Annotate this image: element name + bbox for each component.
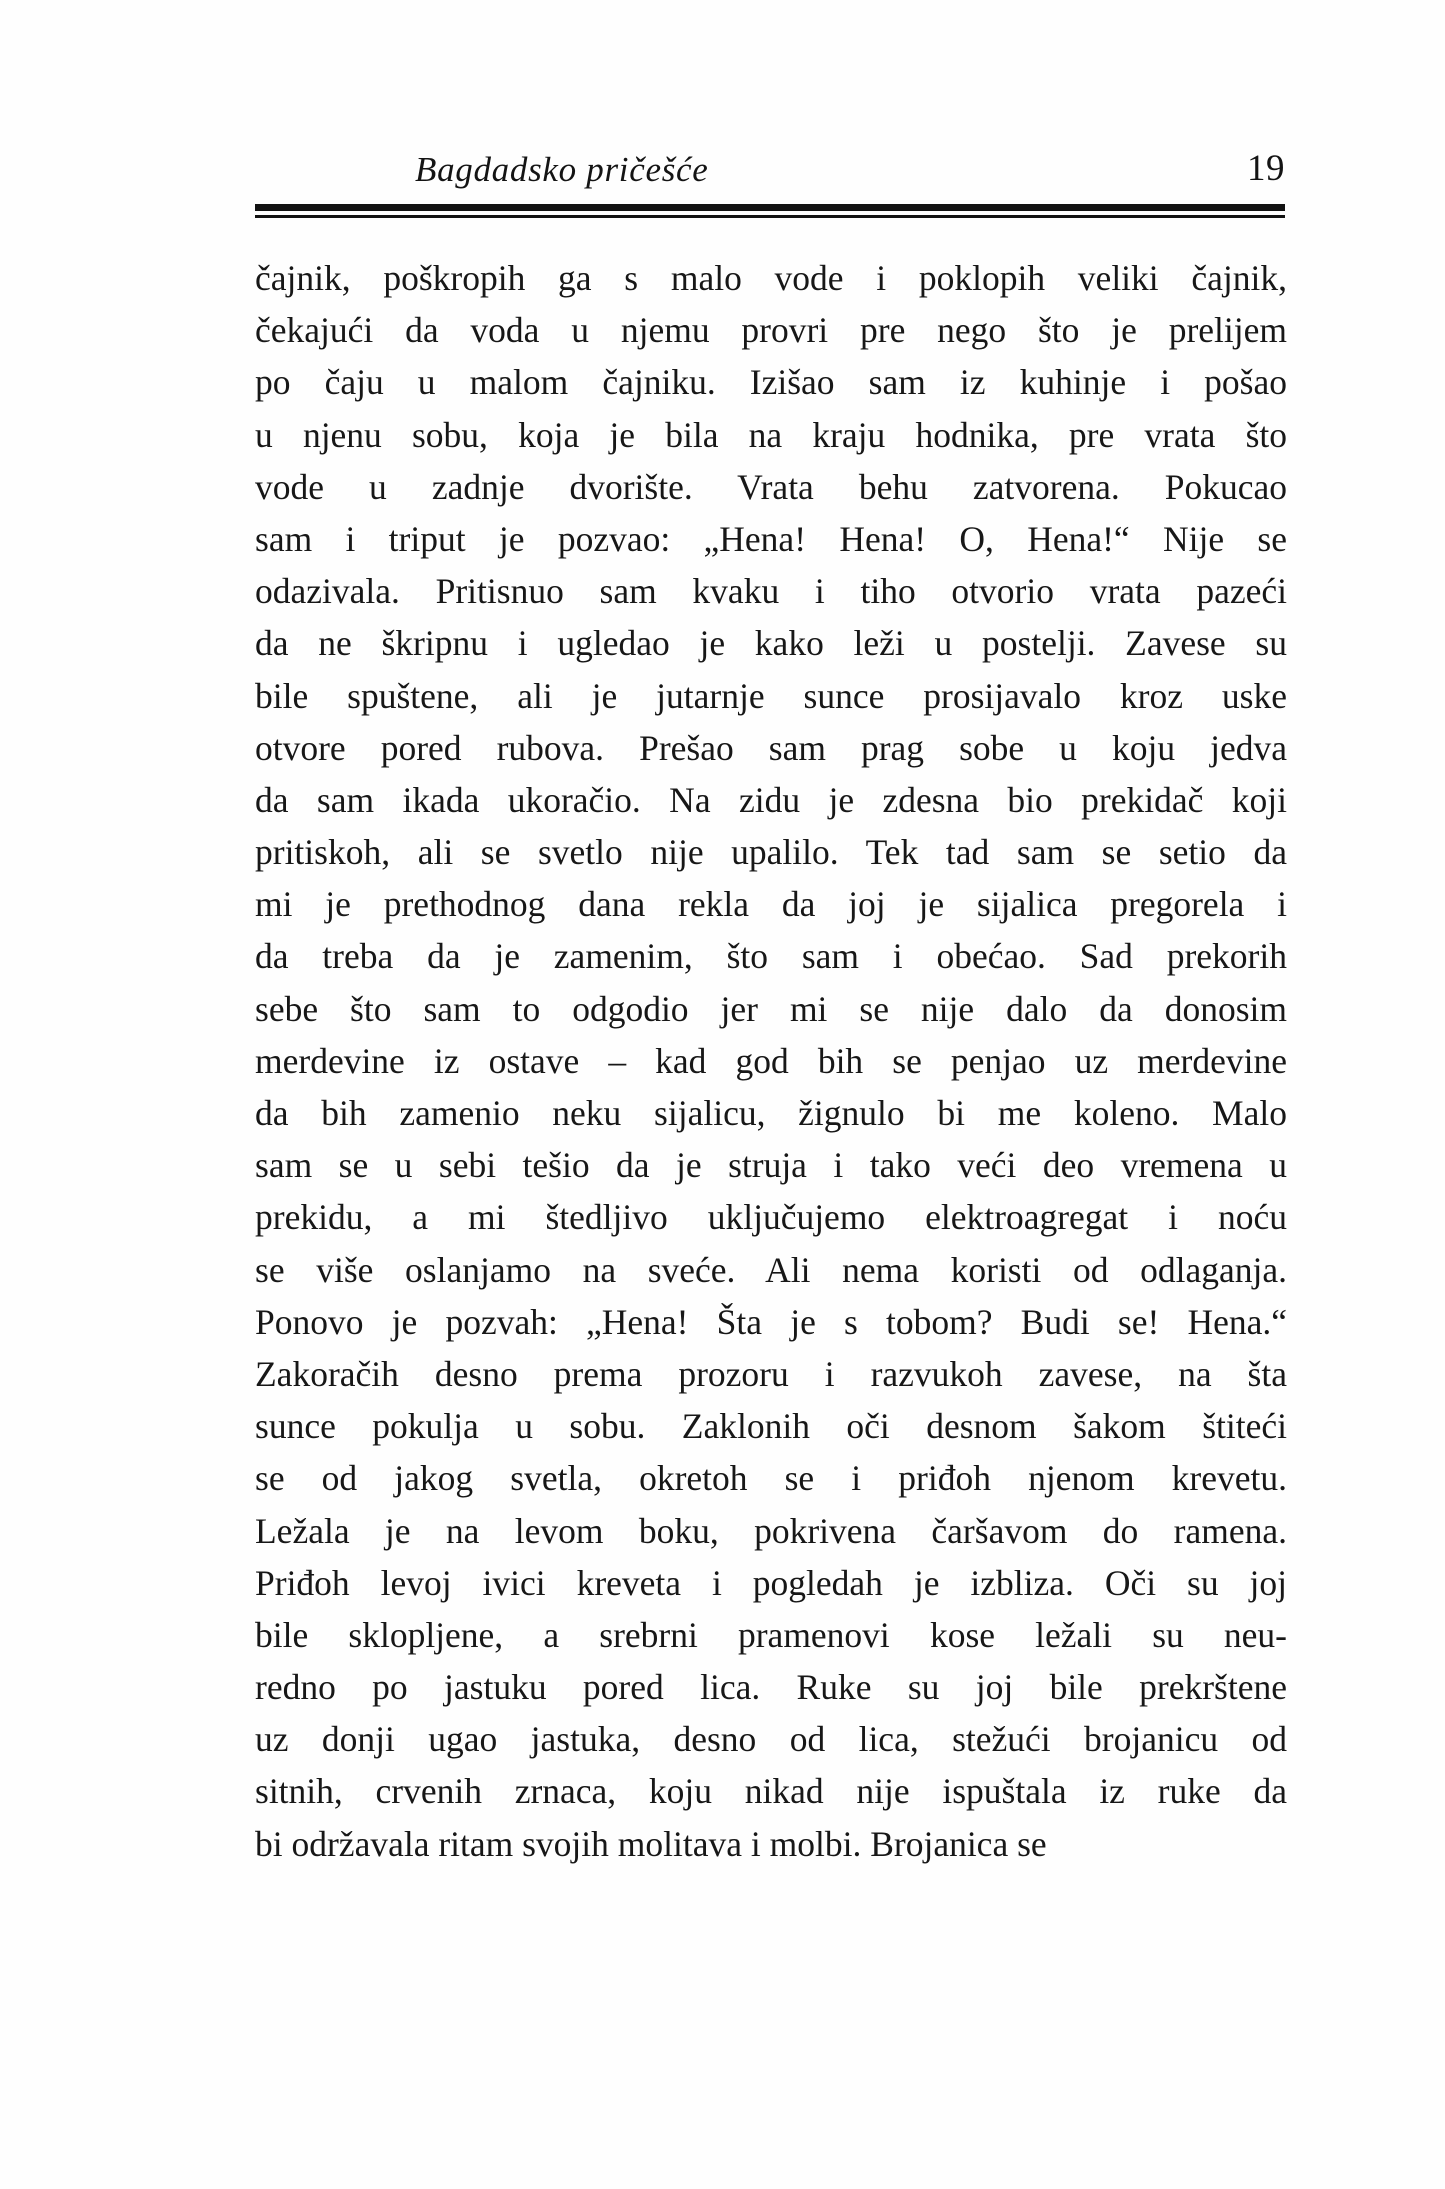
text-line: [255, 1296, 1287, 1348]
text-line: [255, 1557, 1287, 1609]
text-line: [255, 1035, 1287, 1087]
text-line-content: čajnik, poškropih ga s malo vode i poklopih veliki čajnik,: [255, 258, 1287, 298]
text-line: [255, 1818, 1287, 1870]
text-line: [255, 1609, 1287, 1661]
text-line-content: u njenu sobu, koja je bila na kraju hodnika, pre vrata što: [255, 414, 1287, 455]
text-line: [255, 1348, 1287, 1400]
text-line-content: sebe što sam to odgodio jer mi se nije dalo da donosim: [255, 988, 1287, 1029]
text-line-content: bi održavala ritam svojih molitava i molbi. Brojanica se: [255, 1823, 1047, 1864]
text-line: [255, 1505, 1287, 1557]
text-line-content: merdevine iz ostave – kad god bih se penjao uz merdevine: [255, 1040, 1287, 1081]
text-line: [255, 1139, 1287, 1191]
text-line-content: da ne škripnu i ugledao je kako leži u postelji. Zavese su: [255, 623, 1287, 664]
text-line-content: da sam ikada ukoračio. Na zidu je zdesna bio prekidač koji: [255, 779, 1287, 820]
text-line: [255, 774, 1287, 826]
text-line-content: sitnih, crvenih zrnaca, koju nikad nije ispuštala iz ruke da: [255, 1771, 1287, 1812]
rule-thin-line: [255, 215, 1285, 218]
text-line: [255, 1244, 1287, 1296]
text-line: [255, 670, 1287, 722]
text-line: [255, 1713, 1287, 1765]
text-line: [255, 252, 1287, 304]
text-line-content: se više oslanjamo na sveće. Ali nema koristi od odlaganja.: [255, 1249, 1287, 1290]
text-line: [255, 1087, 1287, 1139]
header-double-rule: [255, 204, 1285, 218]
text-line-content: pritiskoh, ali se svetlo nije upalilo. Tek tad sam se setio da: [255, 832, 1287, 873]
text-line-content: sunce pokulja u sobu. Zaklonih oči desnom šakom štiteći: [255, 1406, 1287, 1447]
text-line-content: sam i triput je pozvao: „Hena! Hena! O, Hena!“ Nije se: [255, 518, 1287, 559]
text-line: [255, 878, 1287, 930]
text-line: [255, 513, 1287, 565]
text-line-content: čekajući da voda u njemu provri pre nego što je prelijem: [255, 310, 1287, 351]
text-line-content: mi je prethodnog dana rekla da joj je sijalica pregorela i: [255, 884, 1287, 925]
running-head-title: Bagdadsko pričešće: [415, 150, 709, 189]
text-line-content: Zakoračih desno prema prozoru i razvukoh zavese, na šta: [255, 1353, 1287, 1394]
text-line: [255, 565, 1287, 617]
text-line-content: uz donji ugao jastuka, desno od lica, stežući brojanicu od: [255, 1719, 1287, 1760]
text-line: [255, 1400, 1287, 1452]
text-line: [255, 722, 1287, 774]
text-line: [255, 826, 1287, 878]
text-line-content: redno po jastuku pored lica. Ruke su joj bile prekrštene: [255, 1667, 1287, 1708]
text-line: [255, 461, 1287, 513]
text-line-content: Ležala je na levom boku, pokrivena čaršavom do ramena.: [255, 1510, 1287, 1551]
page-header: [255, 130, 1285, 190]
text-line: [255, 409, 1287, 461]
text-line-content: otvore pored rubova. Prešao sam prag sobe u koju jedva: [255, 727, 1287, 768]
text-line: [255, 930, 1287, 982]
text-line-content: bile spuštene, ali je jutarnje sunce prosijavalo kroz uske: [255, 675, 1287, 716]
text-line-content: po čaju u malom čajniku. Izišao sam iz kuhinje i pošao: [255, 362, 1287, 403]
text-line: [255, 983, 1287, 1035]
text-line-content: Ponovo je pozvah: „Hena! Šta je s tobom? Budi se! Hena.“: [255, 1301, 1287, 1342]
text-line: [255, 1191, 1287, 1243]
text-line-content: se od jakog svetla, okretoh se i priđoh njenom krevetu.: [255, 1458, 1287, 1499]
page-number: 19: [1247, 148, 1285, 189]
text-line-content: odazivala. Pritisnuo sam kvaku i tiho otvorio vrata pazeći: [255, 571, 1287, 612]
text-line: [255, 617, 1287, 669]
text-line: [255, 1452, 1287, 1504]
rule-thick-line: [255, 204, 1285, 211]
body-text-block: [255, 252, 1287, 1870]
text-line: [255, 304, 1287, 356]
text-line-content: da bih zamenio neku sijalicu, žignulo bi me koleno. Malo: [255, 1093, 1287, 1133]
text-line-content: prekidu, a mi štedljivo uključujemo elektroagregat i noću: [255, 1197, 1287, 1238]
text-line-content: da treba da je zamenim, što sam i obećao. Sad prekorih: [255, 936, 1287, 977]
text-line-content: vode u zadnje dvorište. Vrata behu zatvorena. Pokucao: [255, 466, 1287, 507]
text-line: [255, 1661, 1287, 1713]
text-line-content: bile sklopljene, a srebrni pramenovi kose ležali su neu-: [255, 1614, 1287, 1655]
text-line-content: sam se u sebi tešio da je struja i tako veći deo vremena u: [255, 1145, 1287, 1186]
text-line: [255, 356, 1287, 408]
text-line-content: Priđoh levoj ivici kreveta i pogledah je izbliza. Oči su joj: [255, 1562, 1287, 1603]
text-line: [255, 1765, 1287, 1817]
